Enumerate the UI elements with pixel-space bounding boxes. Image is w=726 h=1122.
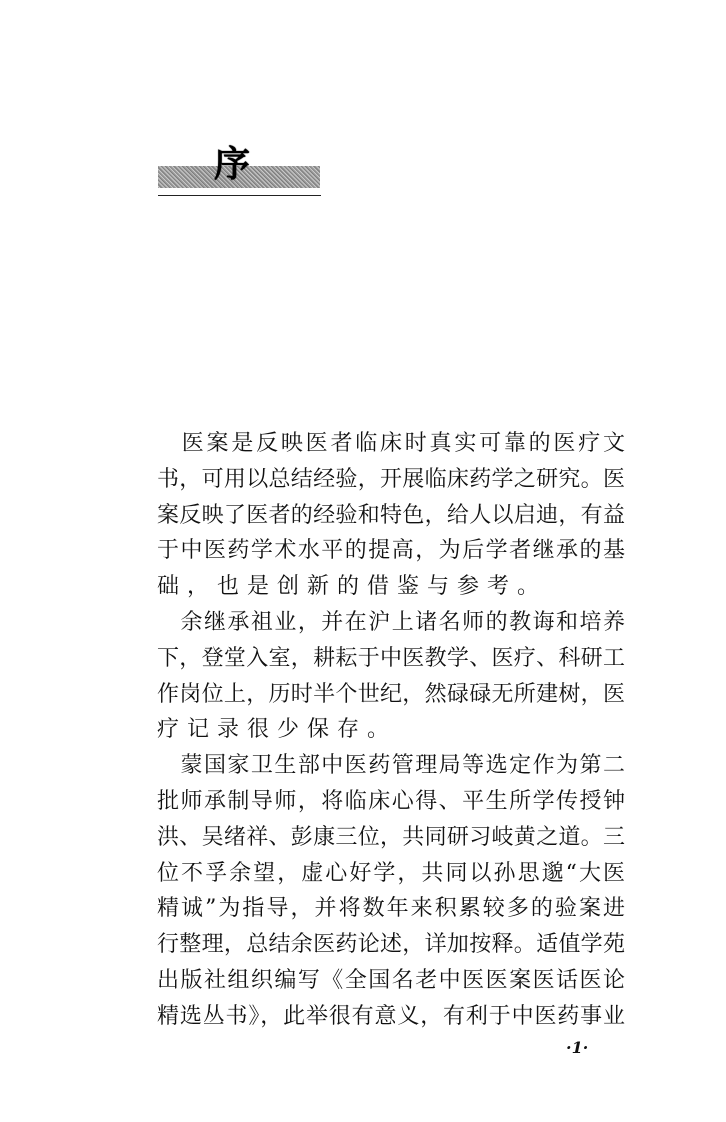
text-line: 作岗位上，历时半个世纪，然碌碌无所建树，医 <box>157 681 625 707</box>
text-line: 础，也是创新的借鉴与参考。 <box>157 574 548 600</box>
text-line: 精诚”为指导，并将数年来积累较多的验案进 <box>157 896 625 922</box>
text-line: 出版社组织编写《全国名老中医医案医话医论 <box>157 967 625 993</box>
text-line: 位不孚余望，虚心好学，共同以孙思邈“大医 <box>157 860 625 886</box>
preface-body <box>157 426 625 1035</box>
text-line: 蒙国家卫生部中医药管理局等选定作为第二 <box>157 753 625 779</box>
text-line: 医案是反映医者临床时真实可靠的医疗文 <box>157 431 625 456</box>
page-title: 序 <box>214 143 251 185</box>
text-line: 批师承制导师，将临床心得、平生所学传授钟 <box>157 788 625 814</box>
page-number: ·1· <box>566 1038 589 1057</box>
text-line: 下，登堂入室，耕耘于中医教学、医疗、科研工 <box>157 645 625 671</box>
text-line: 书，可用以总结经验，开展临床药学之研究。医 <box>157 466 625 492</box>
text-line: 疗记录很少保存。 <box>157 717 398 743</box>
text-line: 行整理，总结余医药论述，详加按释。适值学苑 <box>157 932 625 958</box>
text-line: 洪、吴绪祥、彭康三位，共同研习岐黄之道。三 <box>157 824 625 850</box>
text-line: 案反映了医者的经验和特色，给人以启迪，有益 <box>157 502 625 528</box>
text-line: 于中医药学术水平的提高，为后学者继承的基 <box>157 538 625 564</box>
text-line: 精选丛书》，此举很有意义，有利于中医药事业 <box>157 1003 625 1029</box>
title-underline <box>158 195 321 196</box>
text-line: 余继承祖业，并在沪上诸名师的教诲和培养 <box>157 609 625 635</box>
